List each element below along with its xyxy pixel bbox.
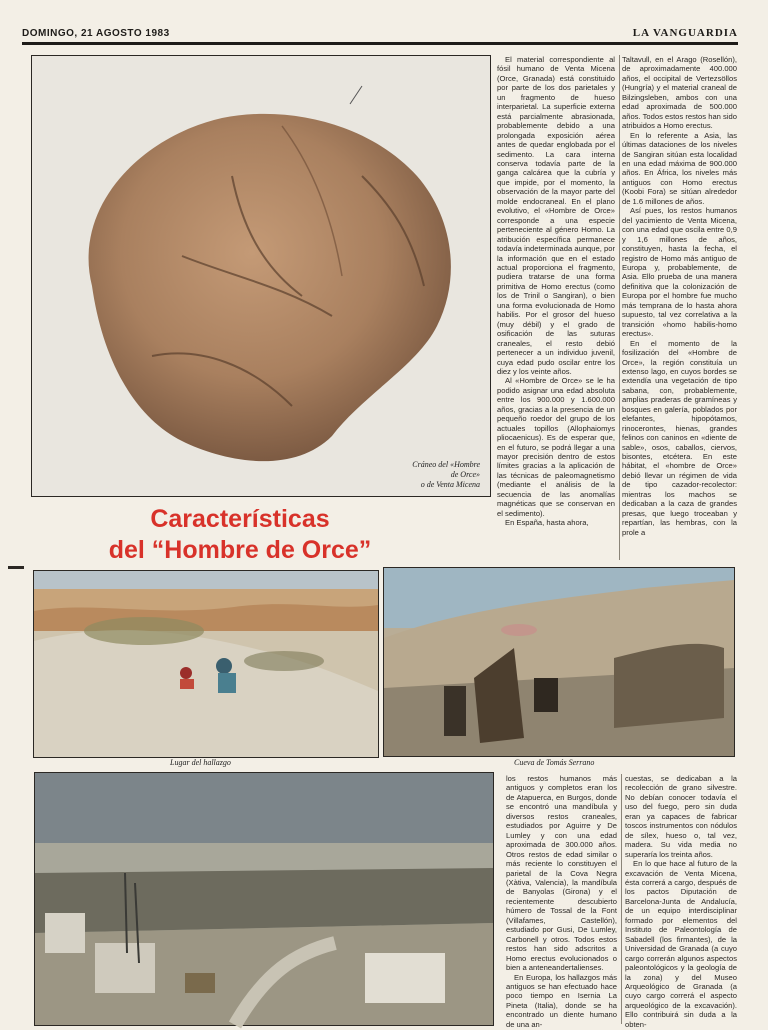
text-column-2 <box>622 55 737 561</box>
title-line-1: Características <box>150 505 330 533</box>
site-photo <box>33 570 379 758</box>
article-title <box>40 504 440 566</box>
paragraph: En lo referente a Asia, las últimas dataciones de los niveles de Sangiran sitúan esta localidad en una edad máxima de 900.000 años. En África, los niveles más antiguos con Homo erectus (Koobi Fora) se sitúan alrededor de 1.6 millones de años. <box>622 130 737 206</box>
page-date: DOMINGO, 21 AGOSTO 1983 <box>22 28 170 39</box>
paragraph: En España, hasta ahora, <box>505 518 589 528</box>
paragraph: Al «Hombre de Orce» se le ha podido asignar una edad absoluta entre los 900.000 y 1.600.000 años, gracias a la presencia de un pequeño roedor del grupo de los actuales topillos (Allophaiomys pliocaenicus). Es de esperar que, en el futuro, se podrá llegar a una mayor precisión dentro de estos límites gracias a la aplicación de las técnicas de paleomagnetismo (mediante el análisis de la secuencia de las anomalías magnéticas que se conservan en el sedimento). <box>497 376 615 518</box>
skull-photo <box>31 55 491 497</box>
skull-caption-line: o de Venta Micena <box>420 480 480 489</box>
cave-caption: Cueva de Tomás Serrano <box>514 758 595 767</box>
margin-mark <box>8 566 24 569</box>
title-line-2: del “Hombre de Orce” <box>108 536 372 564</box>
header-rule <box>22 42 738 45</box>
paragraph: Taltavull, en el Arago (Rosellón), de aproximadamente 400.000 años, el occipital de Vertezsöllos (Hungría) y el material craneal de Bilzingsleben, ambos con una edad aproximada de 500.000 años. Todos estos restos han sido atribuidos a Homo erectus. <box>622 55 737 131</box>
paragraph: En el momento de la fosilización del «Hombre de Orce», la región constituía un extenso lago, en cuyos bordes se extendía una vegetación de tipo sabana, con, probablemente, amplias praderas de gramíneas y bosques en galería, poblados por elefantes, hipopótamos, rinocerontes, hienas, grandes felinos con caninos en «diente de sable», osos, caballos, ciervos, bisontes, etcétera. En este hábitat, el «hombre de Orce» debió llevar un régimen de vida de tipo cazador-recolector: mientras los machos se dedicaban a la caza de grandes presas, que luego troceaban y repartían, las hembras, con la prole a <box>622 338 737 537</box>
cave-dwelling-image <box>384 568 734 756</box>
cave-photo <box>383 567 735 757</box>
skull-caption-line: Cráneo del «Hombre <box>412 460 480 469</box>
site-caption: Lugar del hallazgo <box>170 758 231 767</box>
paragraph: los restos humanos más antiguos y completos eran los de Atapuerca, en Burgos, donde se encontró una mandíbula y diversos restos craneales, estudiados por Aguirre y De Lumley y con una edad aproximada de 300.000 años. Otros restos de edad similar o más reciente lo constituyen el parietal de la Cova Negra (Xàtiva, Valencia), la mandíbula de Banyolas (Girona) y el recientemente descubierto húmero de Tossal de la Font (Villafames, Castellón), estudiado por Gusi, De Lumley, Carbonell y otros. Todos estos restos han sido adscritos a Homo erectus evolucionados o bien a anteneandertalienses. <box>506 774 617 973</box>
paragraph: En Europa, los hallazgos más antiguos se han efectuado hace poco tiempo en Isernia La Pineta (Italia), donde se ha encontrado un diente humano de una an- <box>506 972 617 1029</box>
page-header <box>22 26 738 42</box>
paragraph: En lo que hace al futuro de la excavación de Venta Micena, ésta correrá a cargo, después de los pactos Diputación de Barcelona-Junta de Andalucía, de un equipo interdisciplinar formado por elementos del Instituto de Paleontología de Sabadell (los firmantes), de la Universidad de Granada (a cuyo cargo correrán algunos aspectos paleontológicos y la geología de la zona) y del Museo Arqueológico de Granada (a cuyo cargo correrá el aspecto arqueológico de la excavación). Ello contribuirá sin duda a la obten- <box>625 859 737 1029</box>
text-column-4 <box>625 774 737 1029</box>
paragraph: El material correspondiente al fósil humano de Venta Micena (Orce, Granada) está constituido por parte de los dos parietales y un fragmento de hueso interparietal. La superficie externa está parcialmente abrasionada, probablemente debido a una prolongada exposición aérea antes de quedar englobada por el sedimento. La cara interna conserva todavía parte de la ganga calcárea que la cubría y que impide, por el momento, la observación de la mayor parte del molde endocraneal. En el plano evolutivo, el «Hombre de Orce» corresponde a una especie perteneciente al género Homo. La atribución específica permanece todavía indeterminada aunque, por la información que en el estado actual proporciona el fragmento, pudiera tratarse de una forma primitiva de Homo erectus (como los de Trinil o Sangiran), o bien una forma evolucionada de Homo habilis. Por el grosor del hueso (muy débil) y el grado de osificación de las suturas craneales, el resto debió pertenecer a un individuo juvenil, cuya edad pudo oscilar entre los diez y los veinte años. <box>497 55 615 376</box>
newspaper-name: LA VANGUARDIA <box>632 27 738 39</box>
column-divider <box>619 55 620 560</box>
paragraph: Así pues, los restos humanos del yacimiento de Venta Micena, con una edad que oscila entre 0,9 y 1,6 millones de años, constituyen, hasta la fecha, el registro de Homo más antiguo de Europa y, probablemente, de Asia. Ello prueba de una manera definitiva que la colonización de Europa por el hombre fue mucho más temprana de lo hasta ahora supuesto, tal vez correlativa a la transición «homo habilis-homo erectus». <box>622 206 737 339</box>
skull-caption-line: de Orce» <box>450 470 480 479</box>
text-column-3 <box>506 774 617 1029</box>
text-column-1 <box>497 55 615 561</box>
paragraph: cuestas, se dedicaban a la recolección de grano silvestre. No debían conocer todavía el uso del fuego, pero sin duda eran ya capaces de fabricar toscos instrumentos con nódulos de sílex, hueso o, tal vez, madera. Su vida media no superaría los treinta años. <box>625 774 737 859</box>
skull-fossil-image <box>32 56 490 496</box>
village-landscape-image <box>35 773 493 1025</box>
village-photo <box>34 772 494 1026</box>
skull-caption <box>390 460 480 490</box>
excavation-site-image <box>34 571 378 757</box>
column-divider <box>621 774 622 1024</box>
